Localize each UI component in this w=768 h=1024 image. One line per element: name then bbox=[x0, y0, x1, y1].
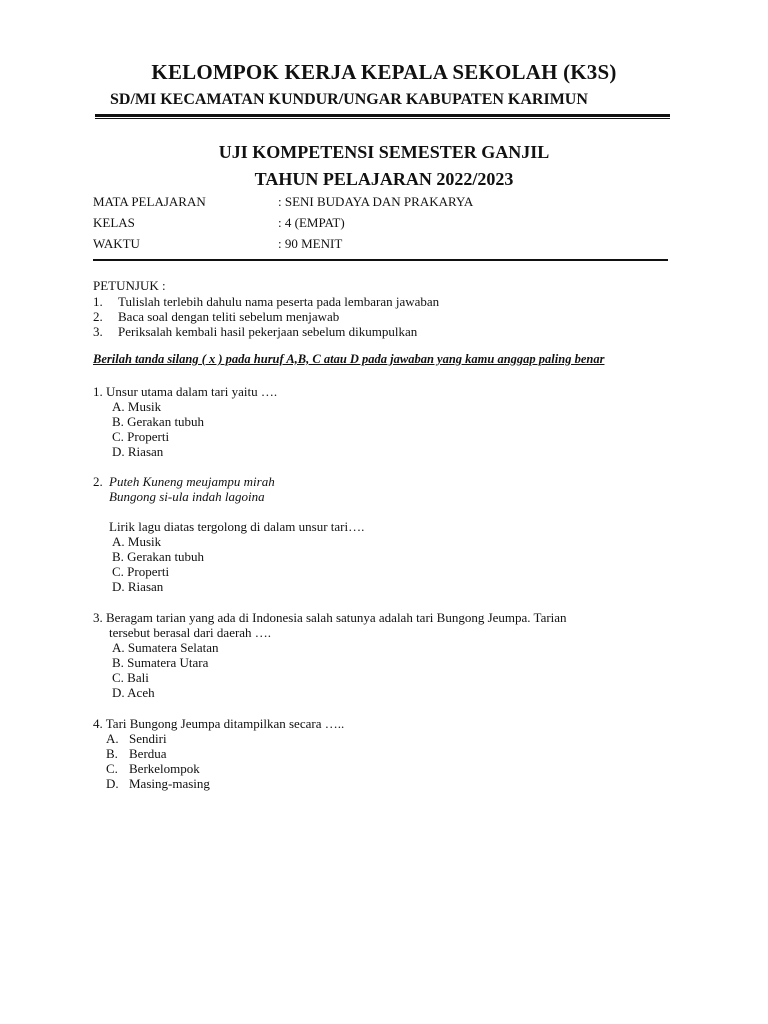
question-4-option-d-text: Masing-masing bbox=[129, 776, 210, 791]
info-key: MATA PELAJARAN bbox=[93, 194, 206, 209]
question-2-option-c: C. Properti bbox=[112, 564, 170, 579]
instruction-text: Baca soal dengan teliti sebelum menjawab bbox=[118, 309, 340, 324]
exam-year: TAHUN PELAJARAN 2022/2023 bbox=[254, 169, 514, 189]
question-2-lyric-line-2: Bungong si-ula indah lagoina bbox=[109, 489, 265, 504]
question-2-lyric-line-1: Puteh Kuneng meujampu mirah bbox=[109, 474, 275, 489]
exam-title: UJI KOMPETENSI SEMESTER GANJIL bbox=[218, 142, 550, 162]
question-1-option-d: D. Riasan bbox=[112, 444, 164, 459]
header-rule bbox=[95, 114, 670, 117]
info-value: : SENI BUDAYA DAN PRAKARYA bbox=[278, 194, 474, 209]
question-4-option-b-letter: B. bbox=[106, 746, 118, 761]
question-1-stem: 1. Unsur utama dalam tari yaitu …. bbox=[93, 384, 278, 399]
question-2-option-a: A. Musik bbox=[112, 534, 162, 549]
question-3-option-d: D. Aceh bbox=[112, 685, 155, 700]
instruction-number: 1. bbox=[93, 294, 103, 309]
instruction-number: 2. bbox=[93, 309, 103, 324]
question-1-option-a: A. Musik bbox=[112, 399, 162, 414]
question-4-option-c-letter: C. bbox=[106, 761, 118, 776]
info-key: KELAS bbox=[93, 215, 135, 230]
instruction-number: 3. bbox=[93, 324, 103, 339]
instruction-text: Periksalah kembali hasil pekerjaan sebelum dikumpulkan bbox=[118, 324, 418, 339]
question-4-option-c-text: Berkelompok bbox=[129, 761, 200, 776]
answer-directive: Berilah tanda silang ( x ) pada huruf A,B, C atau D pada jawaban yang kamu anggap paling benar bbox=[93, 352, 605, 366]
question-2-number: 2. bbox=[93, 474, 103, 489]
question-3-option-a: A. Sumatera Selatan bbox=[112, 640, 219, 655]
question-4-option-a-letter: A. bbox=[106, 731, 119, 746]
header-rule-thin bbox=[95, 118, 670, 119]
question-4-option-a-text: Sendiri bbox=[129, 731, 167, 746]
instructions-heading: PETUNJUK : bbox=[93, 278, 166, 293]
info-rule bbox=[93, 259, 668, 261]
org-title: KELOMPOK KERJA KEPALA SEKOLAH (K3S) bbox=[151, 60, 617, 84]
info-value: : 4 (EMPAT) bbox=[278, 215, 345, 230]
question-3-option-c: C. Bali bbox=[112, 670, 149, 685]
org-subtitle: SD/MI KECAMATAN KUNDUR/UNGAR KABUPATEN KARIMUN bbox=[110, 91, 588, 108]
question-1-option-c: C. Properti bbox=[112, 429, 170, 444]
question-2-option-b: B. Gerakan tubuh bbox=[112, 549, 205, 564]
instruction-text: Tulislah terlebih dahulu nama peserta pada lembaran jawaban bbox=[118, 294, 440, 309]
question-1-option-b: B. Gerakan tubuh bbox=[112, 414, 205, 429]
question-3-option-b: B. Sumatera Utara bbox=[112, 655, 209, 670]
question-4-option-d-letter: D. bbox=[106, 776, 119, 791]
info-key: WAKTU bbox=[93, 236, 140, 251]
question-4-option-b-text: Berdua bbox=[129, 746, 167, 761]
question-2-stem: Lirik lagu diatas tergolong di dalam unsur tari…. bbox=[109, 519, 365, 534]
question-4-stem: 4. Tari Bungong Jeumpa ditampilkan secara ….. bbox=[93, 716, 345, 731]
info-value: : 90 MENIT bbox=[278, 236, 343, 251]
question-2-option-d: D. Riasan bbox=[112, 579, 164, 594]
question-3-stem-line-2: tersebut berasal dari daerah …. bbox=[109, 625, 272, 640]
question-3-stem-line-1: 3. Beragam tarian yang ada di Indonesia salah satunya adalah tari Bungong Jeumpa. Tarian bbox=[93, 610, 567, 625]
